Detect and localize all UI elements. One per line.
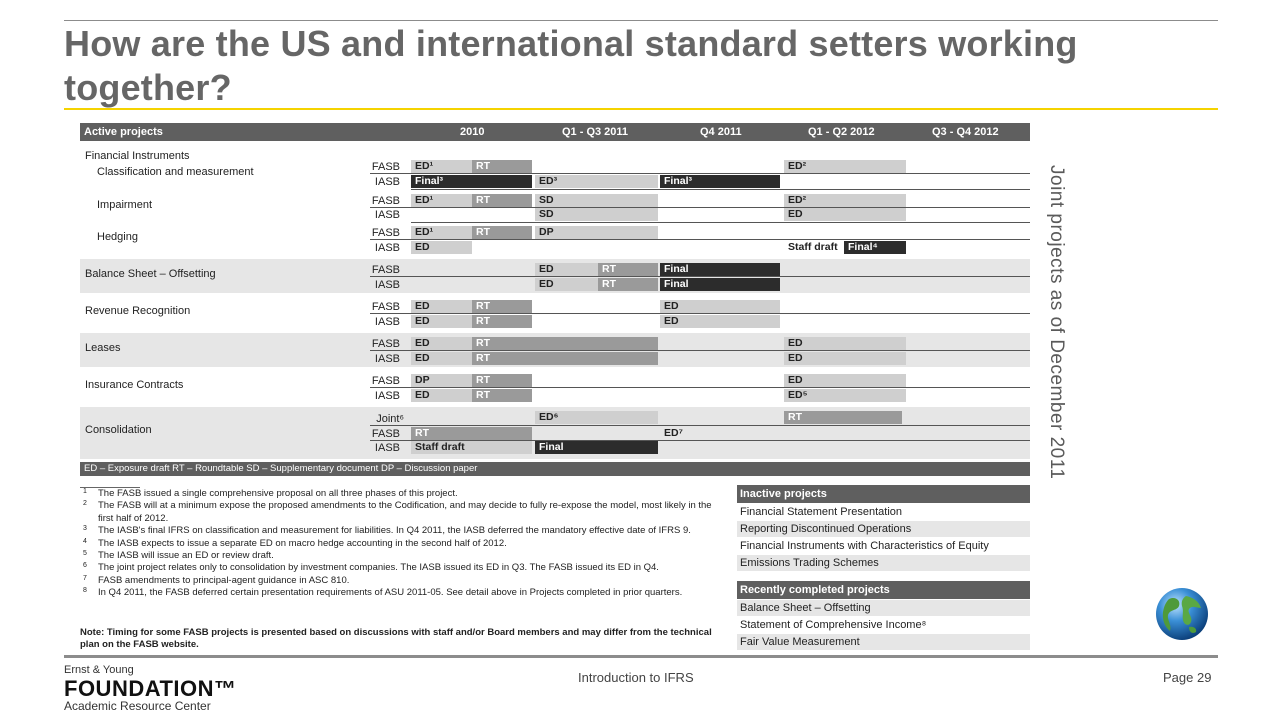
row-divider — [370, 173, 1030, 174]
title-underline — [64, 108, 1218, 110]
inactive-projects-header: Inactive projects — [737, 485, 1030, 503]
timeline-bar: RT — [472, 160, 532, 173]
project-name: Revenue Recognition — [85, 305, 191, 317]
row-divider — [370, 313, 1030, 314]
project-name: Insurance Contracts — [85, 379, 184, 391]
header-period: Q1 - Q2 2012 — [808, 126, 875, 138]
timeline-bar: RT — [472, 300, 532, 313]
timeline-bar: ED — [660, 300, 780, 313]
slide-title: How are the US and international standard setters working together? — [64, 23, 1078, 108]
timeline-bar: Final — [535, 441, 658, 454]
board-label: FASB — [371, 428, 400, 440]
timeline-bar: SD — [535, 208, 658, 221]
logo-line1: Ernst & Young — [64, 664, 134, 676]
page-number: Page 29 — [1163, 670, 1212, 685]
timeline-bar: ED¹ — [411, 160, 472, 173]
timeline-bar: DP — [535, 226, 658, 239]
footnote: 1 The FASB issued a single comprehensive proposal on all three phases of this project. — [83, 488, 458, 499]
row-divider — [411, 189, 1030, 190]
timeline-bar: ED — [535, 278, 598, 291]
footnotes — [80, 488, 720, 600]
timing-note: Note: Timing for some FASB projects is presented based on discussions with staff and/or Board members and may differ from the technical plan on the FASB website. — [80, 627, 712, 651]
timeline-bar: Final⁴ — [844, 241, 906, 254]
timeline-bar: ED — [535, 263, 598, 276]
timeline-bar: ED — [411, 389, 472, 402]
footnote: 3 The IASB's final IFRS on classification and measurement for liabilities. In Q4 2011, the IASB deferred the mandatory effective date of IFRS 9. — [83, 525, 691, 537]
timeline-bar: ED² — [784, 194, 906, 207]
timeline-bar: ED⁵ — [784, 389, 906, 402]
top-rule — [64, 20, 1218, 21]
timeline-bar: ED — [411, 241, 472, 254]
completed-projects-header: Recently completed projects — [737, 581, 1030, 599]
project-name: Financial Instruments — [85, 150, 190, 162]
board-label: FASB — [371, 227, 400, 239]
timeline-bar: RT — [472, 374, 532, 387]
header-period: Q3 - Q4 2012 — [932, 126, 999, 138]
timeline-bar: ED — [784, 337, 906, 350]
row-divider — [370, 276, 1030, 277]
row-divider — [370, 425, 1030, 426]
table-header — [80, 123, 1030, 141]
completed-projects-panel — [737, 581, 1030, 650]
timeline-bar: RT — [472, 194, 532, 207]
timeline-bar: ED — [784, 208, 906, 221]
board-label: FASB — [371, 301, 400, 313]
timeline-bar: Final — [660, 278, 780, 291]
board-label: FASB — [371, 195, 400, 207]
list-item: Financial Statement Presentation — [737, 503, 1030, 520]
board-label: IASB — [374, 353, 400, 365]
project-name: Balance Sheet – Offsetting — [85, 268, 216, 280]
list-item: Emissions Trading Schemes — [737, 554, 1030, 571]
board-label: FASB — [371, 338, 400, 350]
row-divider — [411, 222, 1030, 223]
timeline-bar: ED — [411, 352, 472, 365]
timeline-bar: Staff draft — [411, 441, 532, 454]
row-divider — [370, 207, 1030, 208]
logo-subtitle: Academic Resource Center — [64, 699, 211, 713]
timeline-bar: RT — [598, 263, 658, 276]
row-divider — [370, 387, 1030, 388]
board-label: IASB — [374, 176, 400, 188]
foundation-logo: FOUNDATION™ — [64, 676, 237, 701]
globe-icon — [1155, 587, 1209, 641]
timeline-bar: RT — [472, 389, 532, 402]
timeline-bar: RT — [472, 226, 532, 239]
timeline-bar: ED³ — [535, 175, 658, 188]
list-item: Statement of Comprehensive Income⁸ — [737, 616, 1030, 633]
row-divider — [370, 239, 1030, 240]
timeline-bar: ED¹ — [411, 194, 472, 207]
board-label: FASB — [371, 375, 400, 387]
timeline-bar: ED — [660, 315, 780, 328]
board-label: IASB — [374, 209, 400, 221]
board-label: IASB — [374, 242, 400, 254]
project-name: Classification and measurement — [97, 166, 254, 178]
board-label: IASB — [374, 316, 400, 328]
list-item: Fair Value Measurement — [737, 633, 1030, 650]
list-item: Balance Sheet – Offsetting — [737, 599, 1030, 616]
timeline-bar: ED — [411, 315, 472, 328]
timeline-bar: RT — [411, 427, 532, 440]
timeline-bar: RT — [472, 352, 658, 365]
project-name: Hedging — [97, 231, 138, 243]
project-name: Consolidation — [85, 424, 152, 436]
timeline-bar: ED — [784, 374, 906, 387]
project-name: Leases — [85, 342, 121, 354]
footnote: 2 The FASB will at a minimum expose the proposed amendments to the Codification, and may decide to fully re-expose the model, most likely in the first half of 2012. — [83, 500, 712, 524]
timeline-bar: Staff draft — [788, 241, 838, 253]
inactive-projects-panel — [737, 485, 1030, 571]
header-period: 2010 — [460, 126, 485, 138]
row-divider — [370, 350, 1030, 351]
board-label: IASB — [374, 442, 400, 454]
footnote: 5 The IASB will issue an ED or review draft. — [83, 550, 274, 562]
project-name: Impairment — [97, 199, 153, 211]
timeline-bar: SD — [535, 194, 658, 207]
timeline-bar: ED — [784, 352, 906, 365]
timeline-bar: ED — [411, 300, 472, 313]
timeline-bar: Final³ — [660, 175, 780, 188]
footnote: 8 In Q4 2011, the FASB deferred certain presentation requirements of ASU 2011-05. See detail above in Projects completed in prior quarters. — [83, 587, 683, 599]
timeline-bar: ED — [411, 337, 472, 350]
timeline-bar: ED⁷ — [664, 427, 683, 439]
board-label: FASB — [371, 264, 400, 276]
header-period: Q4 2011 — [700, 126, 742, 138]
timeline-bar: ED¹ — [411, 226, 472, 239]
timeline-bar: Final³ — [411, 175, 532, 188]
footer-course-title: Introduction to IFRS — [578, 670, 694, 685]
header-period: Q1 - Q3 2011 — [562, 126, 629, 138]
board-label: Joint⁶ — [376, 413, 404, 425]
footer-rule — [64, 655, 1218, 658]
timeline-bar: RT — [598, 278, 658, 291]
timeline-bar: RT — [472, 315, 532, 328]
footnote: 7 FASB amendments to principal-agent guidance in ASC 810. — [83, 574, 350, 586]
timeline-bar: RT — [472, 337, 658, 350]
timeline-bar: RT — [784, 411, 902, 424]
timeline-bar: DP — [411, 374, 472, 387]
timeline-bar: Final — [660, 263, 780, 276]
list-item: Financial Instruments with Characteristics of Equity — [737, 537, 1030, 554]
footnote: 6 The joint project relates only to consolidation by investment companies. The IASB issued its ED in Q3. The FASB issued its ED in Q4. — [83, 562, 659, 574]
board-label: IASB — [374, 279, 400, 291]
timeline-bar: ED⁶ — [535, 411, 658, 424]
list-item: Reporting Discontinued Operations — [737, 520, 1030, 537]
abbreviation-legend: ED – Exposure draft RT – Roundtable SD – Supplementary document DP – Discussion paper — [80, 462, 1030, 476]
board-label: FASB — [371, 161, 400, 173]
timeline-bar: ED² — [784, 160, 906, 173]
header-active-projects: Active projects — [84, 126, 163, 138]
board-label: IASB — [374, 390, 400, 402]
joint-projects-label: Joint projects as of December 2011 — [1046, 165, 1067, 480]
footnote: 4 The IASB expects to issue a separate ED on macro hedge accounting in the second half of 2012. — [83, 537, 507, 549]
